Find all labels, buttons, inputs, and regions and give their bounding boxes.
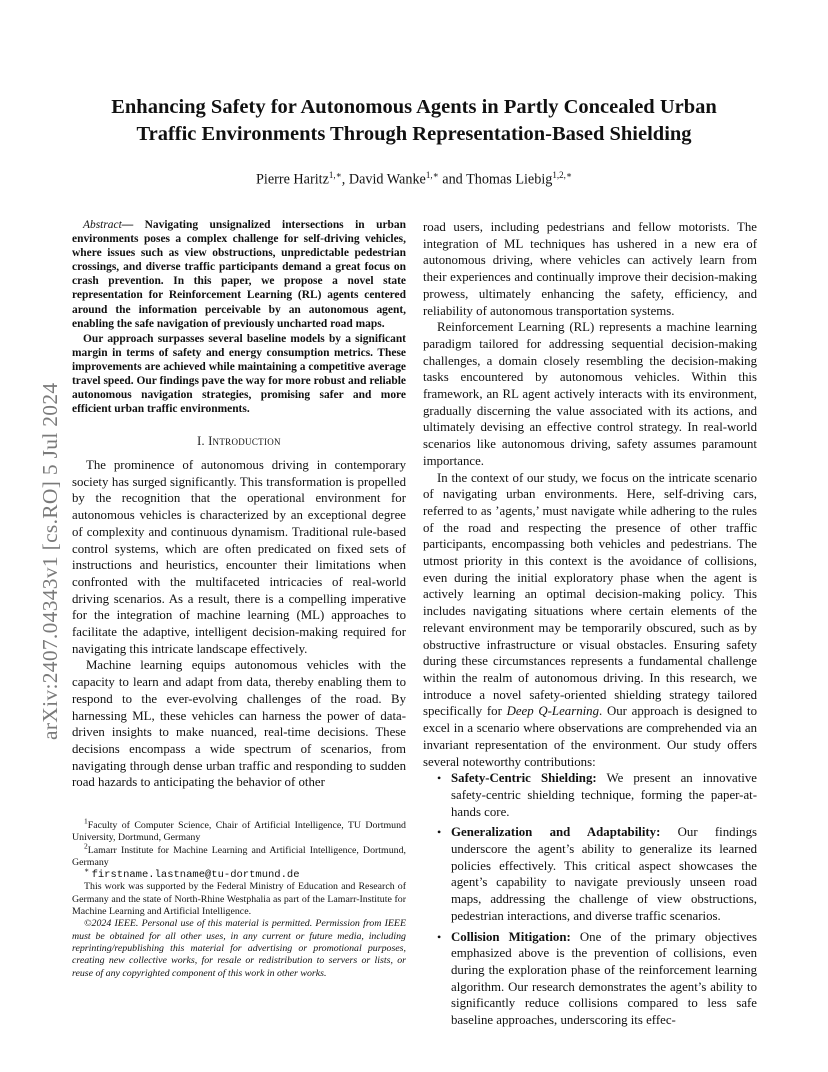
right-column [423, 219, 757, 1033]
author-1: Pierre Haritz [256, 171, 329, 188]
intro-paragraph-5 [423, 470, 757, 771]
author-1-affiliation: 1,∗ [328, 170, 342, 180]
section-number: I. [197, 434, 205, 449]
footnote-2-marker: 2 [84, 841, 88, 851]
intro-paragraph-2: Machine learning equips autonomous vehicles with the capacity to learn and adapt from data, thereby enabling them to respond to the ever-evolving challenges of the road. By harnessing ML, these vehicles can harness the power of data-driven insights to make nuanced, real-time decisions. These decisions encompass a wide spectrum of scenarios, from navigating through dense urban traffic and responding to sudden road hazards to anticipating the behavior of other [72, 658, 406, 790]
contribution-heading: Collision Mitigation: [451, 929, 571, 944]
contribution-text: Our findings underscore the agent’s ability to generalize its learned policies effectively. This critical aspect showcases the agent’s capability to navigate previously unseen road maps, addressing the challenge of view obstructions, pedestrian interactions, and diverse traffic scenarios. [451, 825, 757, 923]
footnote-1-marker: 1 [84, 816, 88, 826]
footnotes [72, 816, 406, 980]
contribution-heading: Generalization and Adaptability: [451, 825, 661, 840]
author-3-affiliation: 1,2,∗ [552, 170, 572, 180]
paper-title [60, 94, 768, 148]
footnote-copyright: ©2024 IEEE. Personal use of this material is permitted. Permission from IEEE must be obtained for all other uses, in any current or future media, including reprinting/republishing this material for advertising or promotional purposes, creating new collective works, for resale or redistribution to servers or lists, or reuse of any copyrighted component of this work in other works. [72, 918, 406, 979]
contribution-text: One of the primary objectives emphasized above is the prevention of collisions, even during the exploration phase of the reinforcement learning algorithm. Our research demonstrates the agent’s ability to significantly reduce collisions compared to less safe baseline approaches, underscoring its effec- [451, 929, 757, 1028]
abstract-paragraph-2: Our approach surpasses several baseline models by a significant margin in terms of safety and energy consumption metrics. These improvements are achieved while maintaining a competitive average travel speed. Our findings pave the way for more robust and reliable autonomous navigation strategies, promising safer and more efficient urban traffic environments. [72, 332, 406, 416]
arxiv-identifier-text: arXiv:2407.04343v1 [cs.RO] 5 Jul 2024 [38, 382, 62, 740]
deep-q-learning-term: Deep Q-Learning [506, 704, 600, 719]
footnote-funding: This work was supported by the Federal Ministry of Education and Research of Germany and the state of North-Rhine Westphalia as part of the Lamarr-Institute for Machine Learning and Artificial Intelligence. [72, 881, 406, 918]
title-line-2: Traffic Environments Through Representation-Based Shielding [136, 123, 692, 145]
section-heading-introduction [72, 433, 406, 450]
contribution-text: We present an innovative safety-centric shielding technique, forming the paper-at-hands core. [451, 771, 757, 819]
footnote-email [72, 865, 406, 882]
intro-paragraph-3: road users, including pedestrians and fellow motorists. The integration of ML techniques has ushered in a new era of autonomous driving, where vehicles can actively learn from their experiences and continually improve their decision-making prowess, ultimately enhancing the safety, efficiency, and reliability of autonomous transportation systems. [423, 220, 757, 318]
title-line-1: Enhancing Safety for Autonomous Agents in Partly Concealed Urban [111, 96, 717, 118]
bullet-icon: • [437, 929, 442, 944]
abstract-text-1: — Navigating unsignalized intersections in urban environments poses a complex challenge for self-driving vehicles, where issues such as view obstructions, unpredictable pedestrian crossings, and diverse traffic participants demand a great focus on crash prevention. In this paper, we propose a novel state representation for Reinforcement Learning (RL) agents centered around the information perceivable by an autonomous agent, enabling the safe navigation of previously uncharted road maps. [72, 219, 406, 330]
bullet-icon: • [437, 825, 442, 840]
footnote-2-text: Lamarr Institute for Machine Learning and Artificial Intelligence, Dortmund, Germany [72, 844, 406, 868]
author-2-affiliation: 1,∗ [425, 170, 439, 180]
footnote-affiliation-2 [72, 841, 406, 870]
footnote-1-text: Faculty of Computer Science, Chair of Artificial Intelligence, TU Dortmund University, Dortmund, Germany [72, 820, 406, 844]
section-name: Introduction [208, 434, 281, 449]
contribution-item [423, 770, 757, 820]
footnote-email-text: firstname.lastname@tu-dortmund.de [91, 869, 300, 882]
author-list: Pierre Haritz$^{1,∗}$, David Wanke$^{1,∗}$ and Thomas Liebig$^{1,2,∗}$ [256, 170, 572, 188]
author-2: David Wanke [348, 171, 426, 188]
contribution-heading: Safety-Centric Shielding: [451, 771, 597, 786]
contributions-list [423, 770, 757, 1029]
bullet-icon: • [437, 771, 442, 786]
abstract-label: Abstract [83, 219, 122, 231]
intro-paragraph-5-part-a: In the context of our study, we focus on the intricate scenario of navigating urban environments. Here, self-driving cars, referred to as ’agents,’ must navigate while adhering to the rules of the road and respecting the presence of other traffic participants, encompassing both vehicles and pedestrians. The utmost priority in this context is the avoidance of collisions, even during the initial exploratory phase when the agent is actively learning an optimal decision-making policy. This includes navigating situations where certain elements of the relevant environment may be temporarily obscured, such as by obstructive infrastructure or visual obstacles. Ensuring safety during these circumstances represents a fundamental challenge within the realm of autonomous driving. In this research, we introduce a novel safety-oriented shielding strategy tailored specifically for [423, 470, 757, 719]
contribution-item [423, 824, 757, 924]
footnote-3-marker: ∗ [84, 865, 90, 875]
left-column [72, 218, 406, 791]
contribution-item [423, 929, 757, 1029]
author-conjunction: and [442, 171, 463, 188]
intro-paragraph-5-part-b: . Our approach is designed to excel in a scenario where observations are comprehended via an invariant representation of the environment. Our study offers several noteworthy contributions: [423, 704, 757, 769]
footnote-affiliation-1 [72, 816, 406, 845]
abstract-paragraph-1 [72, 218, 406, 331]
intro-paragraph-4: Reinforcement Learning (RL) represents a machine learning paradigm tailored for addressing sequential decision-making challenges, a domain closely resembling the decision-making tasks encountered by autonomous vehicles. Within this framework, an RL agent actively interacts with its environment, gradually discerning the value associated with its actions, and ultimately devising an effective control strategy. In real-world scenarios like autonomous driving, safety assumes paramount importance. [423, 320, 757, 468]
intro-paragraph-1: The prominence of autonomous driving in contemporary society has surged significantly. This transformation is propelled by the recognition that the operational environment for autonomous vehicles is characterized by an exceptional degree of complexity and continuous dynamism. Traditional rule-based control systems, which are often predicated on fixed sets of instructions and heuristics, encounter their limitations when confronted with the multifaceted intricacies of real-world driving scenarios. As a result, there is a compelling imperative for the integration of machine learning (ML) approaches to facilitate the adaptive, intelligent decision-making required for navigating this intricate landscape effectively. [72, 458, 406, 656]
author-3: Thomas Liebig [466, 171, 553, 188]
